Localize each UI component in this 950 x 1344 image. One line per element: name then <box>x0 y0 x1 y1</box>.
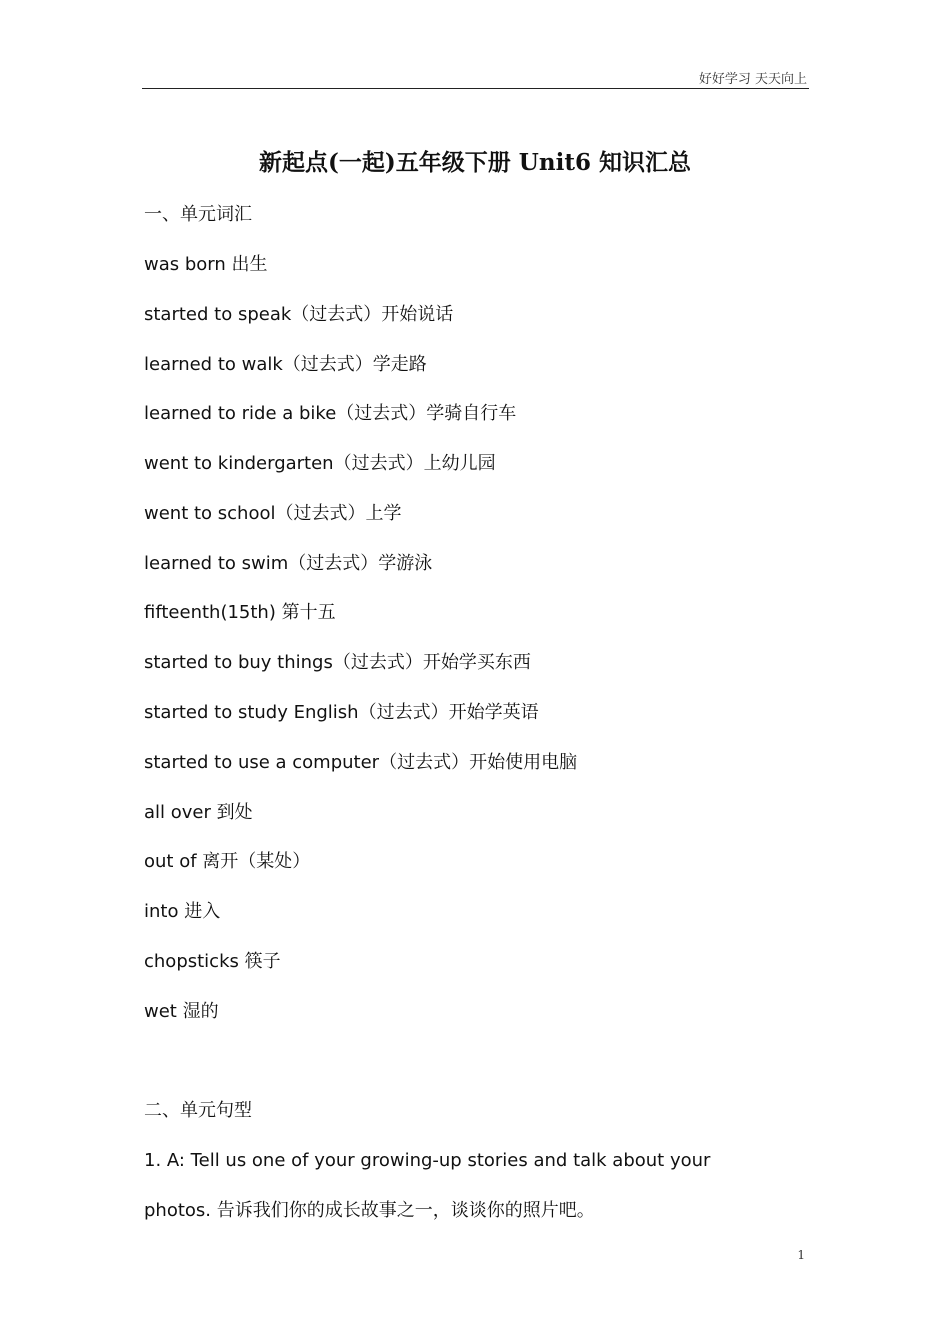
vocab-item: all over 到处 <box>144 802 253 823</box>
document-title: 新起点(一起)五年级下册 Unit6 知识汇总 <box>259 149 691 176</box>
vocab-item: learned to walk（过去式）学走路 <box>144 354 427 375</box>
header-motto: 好好学习 天天向上 <box>698 72 807 87</box>
vocab-item: started to speak（过去式）开始说话 <box>144 304 454 325</box>
sentence-line: photos. 告诉我们你的成长故事之一，谈谈你的照片吧。 <box>144 1200 595 1221</box>
vocab-item: started to buy things（过去式）开始学买东西 <box>144 652 531 673</box>
vocab-item: was born 出生 <box>144 254 268 275</box>
vocab-item: went to kindergarten（过去式）上幼儿园 <box>144 453 496 474</box>
section-heading-sentences: 二、单元句型 <box>144 1100 252 1121</box>
section-heading-vocabulary: 一、单元词汇 <box>144 204 252 225</box>
vocab-item: started to study English（过去式）开始学英语 <box>144 702 539 723</box>
header-rule <box>142 88 809 89</box>
vocab-item: into 进入 <box>144 901 221 922</box>
sentence-line: 1. A: Tell us one of your growing-up stories and talk about your <box>144 1150 711 1171</box>
vocab-item: learned to ride a bike（过去式）学骑自行车 <box>144 403 517 424</box>
vocab-item: went to school（过去式）上学 <box>144 503 402 524</box>
vocab-item: chopsticks 筷子 <box>144 951 281 972</box>
page-number: 1 <box>797 1248 805 1262</box>
vocab-item: wet 湿的 <box>144 1001 219 1022</box>
vocab-item: learned to swim（过去式）学游泳 <box>144 553 433 574</box>
vocab-item: out of 离开（某处） <box>144 851 311 872</box>
vocab-item: fifteenth(15th) 第十五 <box>144 602 336 623</box>
vocab-item: started to use a computer（过去式）开始使用电脑 <box>144 752 578 773</box>
